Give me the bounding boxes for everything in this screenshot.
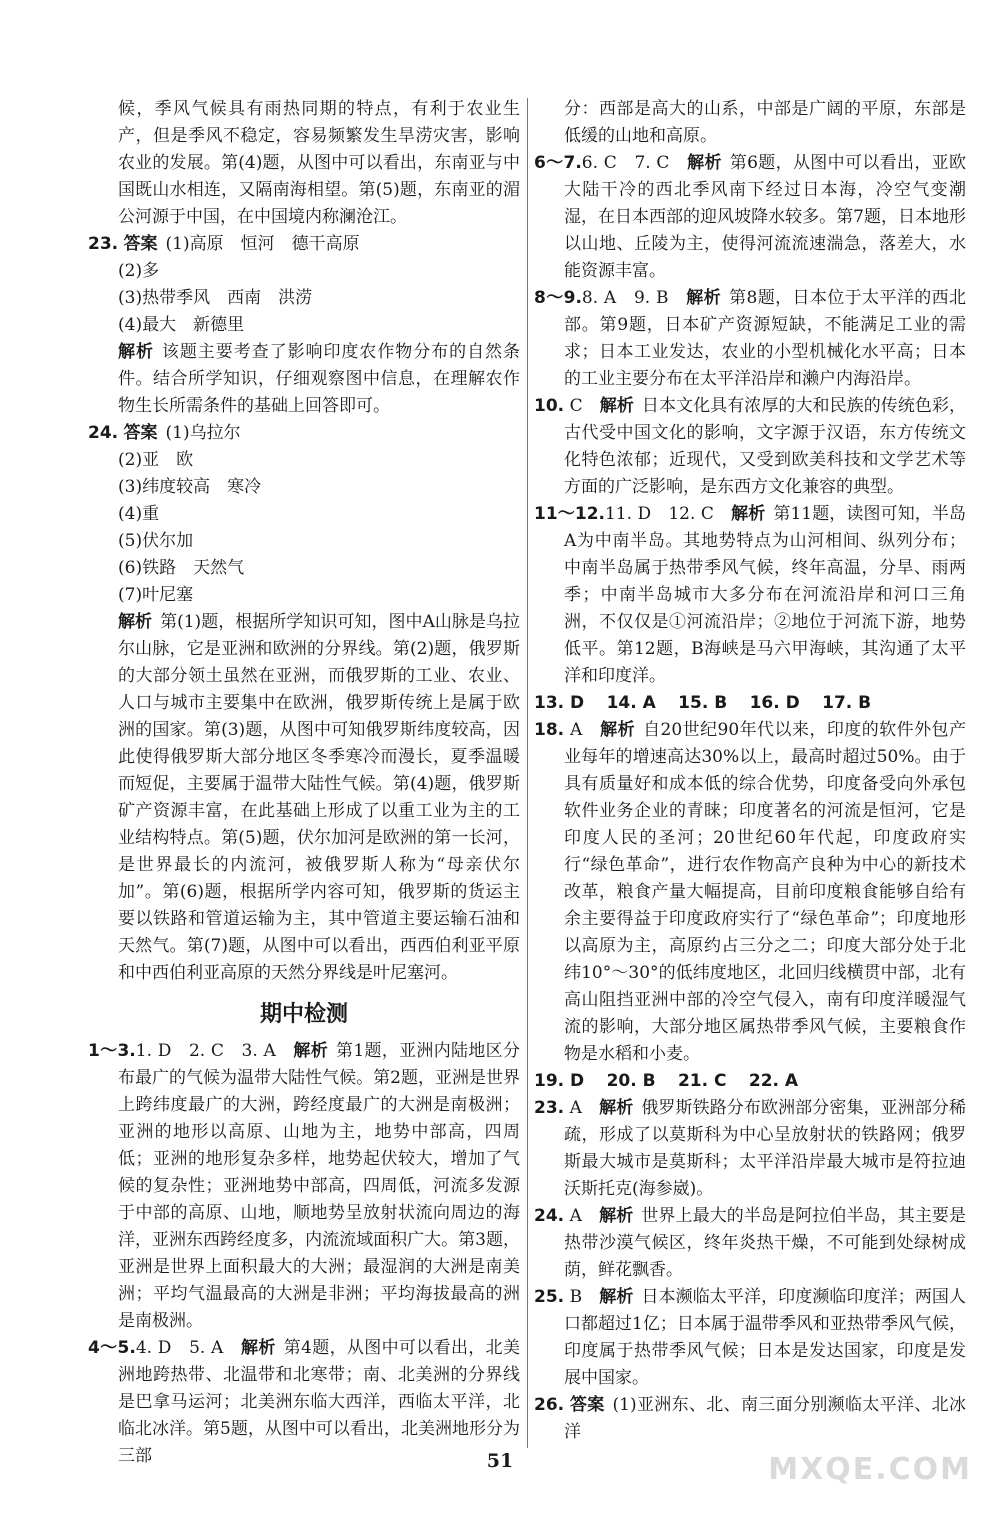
- analysis-label: 解析: [293, 1041, 329, 1061]
- analysis-text: 第8题，日本位于太平洋的西北部。第9题，日本矿产资源短缺，不能满足工业的需求；日本工业发达，农业的小型机械化水平高；日本的工业主要分布在太平洋沿岸和濑户内海沿岸。: [564, 288, 967, 389]
- analysis-label: 解析: [599, 396, 634, 416]
- answer-label: 答案: [569, 1395, 605, 1415]
- analysis-text: 第6题，从图中可以看出，亚欧大陆干冷的西北季风南下经过日本海，冷空气变潮湿，在日本西部的迎风坡降水较多。第7题，日本地形以山地、丘陵为主，使得河流流速湍急，落差大，水能资源丰富。: [564, 153, 967, 281]
- question-number: 26.: [534, 1395, 565, 1415]
- question-number: 4～5.: [88, 1338, 136, 1358]
- watermark-logo: MXQE.COM: [768, 1452, 972, 1487]
- answer-line: (4)最大 新德里: [118, 315, 245, 335]
- answer-line: (4)重: [118, 504, 160, 524]
- question-24-block: [534, 1203, 966, 1284]
- answer-item: 17. B: [822, 693, 872, 713]
- column-divider: [527, 98, 528, 1448]
- question-24-block: [88, 420, 520, 987]
- analysis-text: 第11题，读图可知，半岛A为中南半岛。其地势特点为山河相间、纵列分布；中南半岛属于热带季风气候，终年高温，分旱、雨两季；中南半岛城市大多分布在河流沿岸和河口三角洲，不仅仅是①河流沿岸；②地位于河流下游，地势低平。第12题，B海峡是马六甲海峡，其沟通了太平洋和印度洋。: [564, 504, 967, 686]
- answer-line: (1)乌拉尔: [165, 423, 241, 443]
- analysis-label: 解析: [118, 342, 154, 362]
- question-number: 23.: [534, 1098, 565, 1118]
- analysis-label: 解析: [731, 504, 766, 524]
- answer-text: (1)亚洲东、北、南三面分别濒临太平洋、北冰洋: [564, 1395, 966, 1442]
- answer-line: (3)纬度较高 寒冷: [118, 477, 262, 497]
- question-19-22-block: [534, 1068, 966, 1095]
- answers: 11. D 12. C: [604, 504, 714, 524]
- question-11-12-block: [534, 501, 966, 690]
- question-number: 23.: [88, 234, 119, 254]
- analysis-text: 第4题，从图中可以看出，北美洲地跨热带、北温带和北寒带；南、北美洲的分界线是巴拿马运河；北美洲东临大西洋，西临太平洋，北临北冰洋。第5题，从图中可以看出，北美洲地形分为三部: [118, 1338, 520, 1466]
- analysis-text: 第1题，亚洲内陆地区分布最广的气候为温带大陆性气候。第2题，亚洲是世界上跨纬度最广的大洲，跨经度最广的大洲是南极洲；亚洲的地形以高原、山地为主，地势中部高，四周低；亚洲的地形复杂多样，地势起伏较大，增加了气候的复杂性；亚洲地势中部高，四周低，河流多发源于中部的高原、山地，顺地势呈放射状流向周边的海洋，亚洲东西跨经度多，内流流域面积广大。第3题，亚洲是世界上面积最大的大洲；最湿润的大洲是南美洲；平均气温最高的大洲是非洲；平均海拔最高的洲是南极洲。: [118, 1041, 520, 1331]
- question-10-block: [534, 393, 966, 501]
- question-26-block: [534, 1392, 966, 1446]
- analysis-label: 解析: [118, 612, 153, 632]
- question-number: 25.: [534, 1287, 565, 1307]
- analysis-text: 俄罗斯铁路分布欧洲部分密集，亚洲部分稀疏，形成了以莫斯科为中心呈放射状的铁路网；俄罗斯最大城市是莫斯科；太平洋沿岸最大城市是符拉迪沃斯托克(海参崴)。: [564, 1098, 967, 1199]
- answers: 6. C 7. C: [581, 153, 670, 173]
- left-column: [88, 96, 520, 1470]
- question-25-block: [534, 1284, 966, 1392]
- answer-item: 13. D: [534, 693, 585, 713]
- question-number: 24.: [88, 423, 119, 443]
- answer-item: 15. B: [678, 693, 728, 713]
- intro-paragraph: 候，季风气候具有雨热同期的特点，有利于农业生产，但是季风不稳定，容易频繁发生旱涝灾害，影响农业的发展。第(4)题，从图中可以看出，东南亚与中国既山水相连，又隔南海相望。第(5)题，东南亚的湄公河源于中国，在中国境内称澜沧江。: [118, 99, 520, 227]
- analysis-label: 解析: [599, 1287, 634, 1307]
- answer-item: 16. D: [749, 693, 800, 713]
- answer-line: (2)亚 欧: [118, 450, 194, 470]
- analysis-paragraph: 解析 第(1)题，根据所学知识可知，图中A山脉是乌拉尔山脉，它是亚洲和欧洲的分界线。第(2)题，俄罗斯的大部分领土虽然在亚洲，而俄罗斯的工业、农业、人口与城市主要集中在欧洲，俄罗斯传统上是属于欧洲的国家。第(3)题，从图中可知俄罗斯纬度较高，因此使得俄罗斯大部分地区冬季寒冷而漫长，夏季温暖而短促，主要属于温带大陆性气候。第(4)题，俄罗斯矿产资源丰富，在此基础上形成了以重工业为主的工业结构特点。第(5)题，伏尔加河是欧洲的第一长河，是世界最长的内流河，被俄罗斯人称为“母亲伏尔加”。第(6)题，根据所学内容可知，俄罗斯的货运主要以铁路和管道运输为主，其中管道主要运输石油和天然气。第(7)题，从图中可以看出，西西伯利亚平原和中西伯利亚高原的天然分界线是叶尼塞河。: [118, 612, 521, 983]
- analysis-text: 日本文化具有浓厚的大和民族的传统色彩，古代受中国文化的影响，文字源于汉语，东方传统文化特色浓郁；近现代，又受到欧美科技和文学艺术等方面的广泛影响，是东西方文化兼容的典型。: [564, 396, 967, 497]
- answer-item: 14. A: [606, 693, 656, 713]
- analysis-label: 解析: [599, 1098, 634, 1118]
- answers: 1. D 2. C 3. A: [135, 1041, 276, 1061]
- answers: 4. D 5. A: [135, 1338, 224, 1358]
- answers: A: [569, 720, 583, 740]
- question-number: 6～7.: [534, 153, 582, 173]
- analysis-text: 世界上最大的半岛是阿拉伯半岛，其主要是热带沙漠气候区，终年炎热干燥，不可能到处绿树成荫，鲜花飘香。: [564, 1206, 967, 1280]
- answer-line: (6)铁路 天然气: [118, 558, 245, 578]
- analysis-label: 解析: [241, 1338, 276, 1358]
- question-6-7-block: [534, 150, 966, 285]
- answer-line: (2)多: [118, 261, 160, 281]
- answer-label: 答案: [123, 423, 158, 443]
- continued-paragraph: 分：西部是高大的山系，中部是广阔的平原，东部是低缓的山地和高原。: [564, 99, 966, 146]
- question-23-block: [534, 1095, 966, 1203]
- analysis-label: 解析: [687, 153, 722, 173]
- answers: B: [569, 1287, 583, 1307]
- analysis-label: 解析: [599, 1206, 634, 1226]
- question-13-17-block: [534, 690, 966, 717]
- section-title: 期中检测: [259, 1002, 348, 1027]
- question-1-3-block: [88, 1038, 520, 1335]
- answer-line: (1)高原 恒河 德干高原: [165, 234, 360, 254]
- answer-item: 22. A: [748, 1071, 799, 1091]
- page-number: 51: [486, 1450, 514, 1472]
- question-number: 18.: [534, 720, 565, 740]
- answer-line: (5)伏尔加: [118, 531, 194, 551]
- answers: A: [569, 1098, 582, 1118]
- question-number: 24.: [534, 1206, 565, 1226]
- question-23-block: [88, 231, 520, 420]
- question-18-block: [534, 717, 966, 1068]
- answer-item: 21. C: [677, 1071, 727, 1091]
- question-number: 11～12.: [534, 504, 605, 524]
- answer-item: 19. D: [534, 1071, 585, 1091]
- analysis-label: 解析: [600, 720, 636, 740]
- analysis-text: 自20世纪90年代以来，印度的软件外包产业每年的增速高达30%以上，最高时超过50%。由于具有质量好和成本低的综合优势，印度备受向外承包软件业务企业的青睐；印度著名的河流是恒河，它是印度人民的圣河；20世纪60年代起，印度政府实行“绿色革命”，进行农作物高产良种为中心的新技术改革，粮食产量大幅提高，目前印度粮食能够自给有余主要得益于印度政府实行了“绿色革命”；印度地形以高原为主，高原约占三分之二；印度大部分处于北纬10°～30°的低纬度地区，北回归线横贯中部，北有高山阻挡亚洲中部的冷空气侵入，南有印度洋暖湿气流的影响，大部分地区属热带季风气候，主要粮食作物是水稻和小麦。: [564, 720, 967, 1064]
- answers: 8. A 9. B: [581, 288, 669, 308]
- answer-item: 20. B: [606, 1071, 656, 1091]
- question-8-9-block: [534, 285, 966, 393]
- answer-line: (3)热带季风 西南 洪涝: [118, 288, 313, 308]
- answers: C: [569, 396, 583, 416]
- right-column: [534, 96, 966, 1446]
- question-number: 8～9.: [534, 288, 582, 308]
- analysis-label: 解析: [686, 288, 722, 308]
- question-number: 1～3.: [88, 1041, 136, 1061]
- analysis-paragraph: 解析 该题主要考查了影响印度农作物分布的自然条件。结合所学知识，仔细观察图中信息，在理解农作物生长所需条件的基础上回答即可。: [118, 342, 521, 416]
- answers: A: [569, 1206, 582, 1226]
- answer-label: 答案: [123, 234, 158, 254]
- question-number: 10.: [534, 396, 565, 416]
- analysis-text: 日本濒临太平洋，印度濒临印度洋；两国人口都超过1亿；日本属于温带季风和亚热带季风气候，印度属于热带季风气候；日本是发达国家，印度是发展中国家。: [564, 1287, 967, 1388]
- answer-line: (7)叶尼塞: [118, 585, 194, 605]
